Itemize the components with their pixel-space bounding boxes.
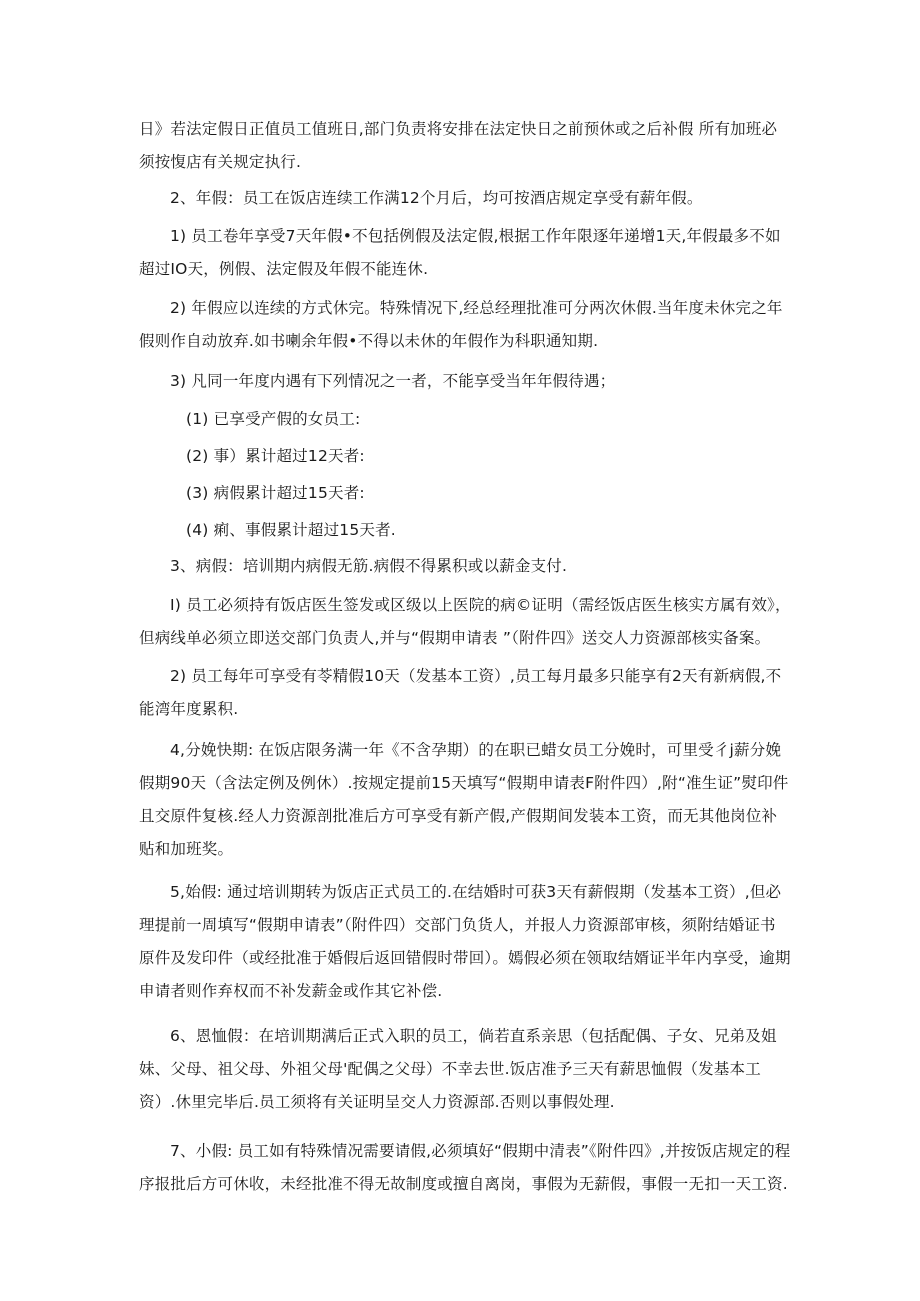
paragraph-annual-leave-2: 2) 年假应以连续的方式休完。特殊情况下,经总经理批准可分两次休假.当年度未休完之年假则作自动放弃.如书喇余年假•不得以未休的年假作为科职通知期. (139, 299, 783, 350)
paragraph-annual-leave-heading: 2、年假：员工在饭店连续工作满12个月后，均可按酒店规定享受有薪年假。 (170, 189, 703, 207)
paragraph-marriage-leave: 5,始假: 通过培训期转为饭店正式员工的.在结婚时可获3天有薪假期（发基本工资）,但必理提前一周填写“假期申请表”（附件四）交部门负货人，并报人力资源部审核，须附结婚证书原件及发印件（或经批准于婚假后返回错假时带回）。嫣假必须在领取结婿证半年内享受，逾期申请者则作弃权而不补发薪金或作其它补偿. (139, 883, 791, 1000)
paragraph-sick-leave-heading: 3、病假：培训期内病假无筋.病假不得累积或以薪金支付. (170, 557, 568, 575)
paragraph-maternity-leave: 4,分娩快期: 在饭店限务满一年《不含孕期）的在职已蜡女员工分娩时，可里受彳j薪分娩假期90天（含法定例及例休）.按规定提前15天填写“假期申请表F附件四）,附“准生证”熨印件且交原件复核.经人力资源剖批准后方可享受有新产假,产假期间发装本工资，而无其他岗位补贴和加班奖。 (139, 741, 789, 858)
paragraph-sick-leave-2: 2) 员工每年可享受有苓精假10天（发基本工资）,员工每月最多只能享有2天有新病假,不能湾年度累积. (139, 667, 782, 718)
list-item-condition-4: (4) 痢、事假累计超过15天者. (186, 521, 396, 539)
paragraph-bereavement-leave: 6、恩恤假：在培训期满后正式入职的员工，倘若直系亲思（包括配偶、子女、兄弟及姐妹、父母、祖父母、外祖父母'配偶之父母）不幸去世.饭店准予三天有薪思恤假（发基本工资）.休里完毕后.员工须将有关证明呈交人力资源部.否则以事假处理. (139, 1027, 777, 1111)
paragraph-personal-leave: 7、小假: 员工如有特殊情况需要请假,必须填好“假期中清表”《附件四》,并按饭店规定的程序报批后方可休收，未经批准不得无故制度或擅自离岗，事假为无薪假，事假一无扣一天工资. (139, 1142, 791, 1193)
list-item-condition-1: (1) 已享受产假的女员工: (186, 410, 361, 428)
paragraph-annual-leave-1: 1) 员工卷年享受7天年假•不包括例假及法定假,根据工作年限逐年递增1天,年假最多不如超过IO天，例假、法定假及年假不能连休. (139, 227, 781, 278)
paragraph-sick-leave-1: I) 员工必须持有饭店医生签发或区级以上医院的病©证明（需经饭店医生核实方属有效》，但病线单必须立即送交部门负责人,并与“假期申请表 ”（附件四》送交人力资源部核实备案。 (139, 596, 791, 647)
paragraph-holiday-duty: 日》若法定假日正值员工值班日,部门负责将安排在法定快日之前预休或之后补假 所有加班必须按愎店有关规定执行. (139, 120, 778, 171)
list-item-condition-3: (3) 病假累计超过15天者: (186, 484, 365, 502)
paragraph-annual-leave-3: 3) 凡同一年度内遇有下列情况之一者，不能享受当年年假待遇； (170, 372, 616, 390)
list-item-condition-2: (2) 事）累计超过12天者: (186, 447, 365, 465)
